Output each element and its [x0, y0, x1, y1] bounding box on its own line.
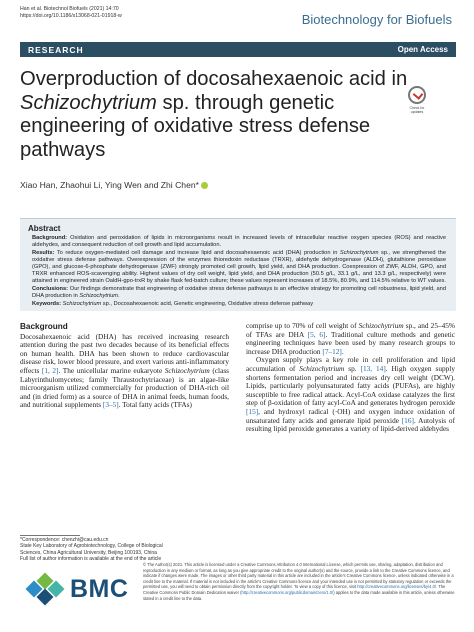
journal-title[interactable]: Biotechnology for Biofuels [301, 12, 452, 27]
authors-text: Xiao Han, Zhaohui Li, Ying Wen and Zhi Chen* [20, 180, 199, 190]
background-text: Oxidation and peroxidation of lipids in microorganisms result in increased levels of intracellular reactive oxygen species (ROS) and reactive aldehydes, and consequent reduction of cell growth and lipid accumulation. [32, 235, 446, 248]
check-for-updates-button[interactable] [405, 86, 429, 120]
body-text: . [341, 346, 344, 356]
keywords-text: sp., Docosahexaenoic acid, Genetic engineering, Oxidative stress defense pathway [101, 300, 314, 307]
background-heading: Background [20, 322, 68, 331]
license-body: © The Author(s) 2021. This article is licensed under a Creative Commons Attribution 4.0 International License, which permits use, sharing, adaptation, distribution and reproduction in any medium or format, as long as you give appropriate credit to the original author(s) and the source, provide a link to the Creative Commons licence, and indicate if changes were made. The images or other third party material in this article are included in the article's Creative Commons licence, unless indicated otherwise in a credit line to the material. If material is not included in the article's Creative Commons licence and your intended use is not permitted by statutory regulation or exceeds the permitted use, you will need to obtain permission directly from the copyright holder. To view a copy of this licence, visit [143, 562, 454, 590]
body-italic: Schizochytrium [164, 365, 210, 375]
article-title [20, 68, 415, 162]
bmc-logo[interactable] [26, 572, 136, 606]
citation-line: Han et al. Biotechnol Biofuels (2021) 14:70 [20, 6, 119, 12]
body-right-column [246, 322, 455, 434]
abstract-keywords [32, 301, 446, 308]
reference-link[interactable]: [5, 6] [307, 329, 326, 339]
conclusions-text-2: . [117, 292, 120, 299]
body-text: . Autolysis of resulting lipid peroxide generates a variety of lipid-derived aldehydes [246, 415, 455, 434]
body-paragraph [246, 322, 455, 356]
abstract-text [32, 235, 446, 309]
footnote-divider [20, 535, 80, 536]
body-text: . Traditional culture methods and genetic engineering techniques have been used by many research groups to increase DHA production [246, 329, 456, 356]
check-updates-line1: Check for [409, 106, 425, 110]
license-body: . The Creative Commons Public Domain Dedication waiver ( [143, 584, 446, 595]
correspondence-footnote [20, 537, 230, 562]
body-text: sp., and 25–45% of TFAs are DHA [246, 321, 455, 339]
conclusions-italic: Schizochytrium [79, 292, 118, 299]
license-link[interactable]: http://creativecommons.org/licenses/by/4.0/ [357, 584, 436, 590]
title-part-2: sp. through genetic engineering of oxidative stress defense pathways [20, 91, 371, 161]
body-text: . Total fatty acids (TFAs) [118, 400, 192, 410]
title-italic: Schizochytrium [20, 91, 157, 114]
affiliation-line: State Key Laboratory of Agrobiotechnology, College of Biological [20, 543, 163, 550]
correspondence-email[interactable]: *Correspondence: chenzhi@cau.edu.cn [20, 537, 109, 543]
results-label: Results: [32, 250, 55, 256]
keywords-label: Keywords: [32, 300, 62, 307]
abstract-conclusions [32, 286, 446, 300]
citation-header [20, 6, 122, 20]
reference-link[interactable]: [13, 14] [360, 363, 386, 373]
orcid-icon[interactable] [201, 182, 208, 189]
body-text: comprise up to 70% of cell weight of [246, 321, 359, 330]
reference-link[interactable]: [1, 2] [41, 365, 59, 375]
conclusions-text-1: Our findings demonstrate that engineering of oxidative stress defense pathways is an effective strategy for promoting cell robustness, lipid yield, and DHA production in [32, 285, 446, 299]
reference-link[interactable]: [16] [401, 415, 414, 425]
bmc-logo-mark-icon [26, 574, 66, 604]
check-updates-icon [408, 86, 426, 104]
keywords-italic: Schizochytrium [61, 300, 102, 307]
body-left-column [20, 323, 229, 410]
public-domain-link[interactable]: http://creativecommons.org/publicdomain/zero/1.0/ [241, 589, 334, 595]
author-list [20, 180, 208, 190]
results-text-2: sp., we strengthened the oxidative stress defense pathways. Overexpression of the enzymes thioredoxin reductase (TRXR), aldehyde dehydrogenase (ALDH), glutathione peroxidase (GPO), and glucose-6-phosphate dehydrogenase (ZWF) strongly promoted cell growth, lipid yield, and DHA production. Coexpression of ZWF, ALDH, GPO, and TRXR enhanced ROS-scavenging ability. Highest values of dry cell weight, lipid yield, and DHA production (50.5 g/L, 33.1 g/L, and 13.3 g/L, respectively) were attained in engineered strain OaldH-gpo-trxR by shake flask fed-batch culture; these values represent increases of 18.5%, 80.9%, and 114.5% relative to WT values. [32, 250, 446, 284]
reference-link[interactable]: [3–5] [102, 400, 119, 410]
bmc-logo-text: BMC [70, 574, 129, 603]
body-text: (class Labyrinthulomycetes; family Thraustochytriaceae) is an algae-like microorganism utilized commercially for production of DHA-rich oil and (in dried form) as a source of DHA in animal feeds, human foods, and nutritional supplements [20, 365, 229, 410]
article-type-banner [20, 42, 456, 57]
article-type-label: RESEARCH [28, 44, 84, 55]
body-text: Docosahexaenoic acid (DHA) has received increasing research attention during the past two decades because of its beneficial effects on human health. DHA has been shown to reduce cardiovascular disease risk, lower blood pressure, and exert various anti-inflammatory effects [20, 331, 229, 375]
body-italic: Schizochytrium [299, 363, 345, 373]
abstract-results [32, 250, 446, 285]
check-updates-line2: updates [410, 110, 424, 114]
body-paragraph [246, 356, 455, 433]
results-text-1: To reduce oxygen-mediated cell damage and increase lipid and docosahexaenoic acid (DHA) production in [54, 250, 340, 256]
body-paragraph [20, 333, 229, 410]
reference-link[interactable]: [7–12] [322, 346, 342, 356]
body-text: sp. [344, 363, 361, 373]
results-italic: Schizochytrium [339, 250, 379, 256]
reference-link[interactable]: [15] [246, 406, 259, 416]
body-text: . High oxygen supply shortens fermentation period and increases dry cell weight (DCW). Lipids, particularly polyunsaturated fatty acids (PUFAs), are highly susceptible to free radical attack. Acyl-CoA oxidase catalyzes the first step of β-oxidation of fatty acyl-CoA and generates hydrogen peroxide [246, 363, 455, 408]
title-part-1: Overproduction of docosahexaenoic acid in [20, 68, 408, 90]
affiliation-line: Sciences, China Agricultural University, Beijing 100193, China [20, 549, 157, 556]
abstract-background [32, 235, 446, 249]
body-text: . The unicellular marine eukaryote [58, 365, 165, 375]
open-access-label: Open Access [397, 45, 448, 54]
body-text: Oxygen supply plays a key role in cell proliferation and lipid accumulation of [246, 355, 455, 373]
abstract-box [20, 218, 456, 311]
body-text: , and hydroxyl radical (·OH) and oxygen induce oxidation of unsaturated fatty acids and generate lipid peroxide [246, 406, 455, 425]
conclusions-label: Conclusions: [32, 285, 69, 292]
background-label: Background: [32, 235, 68, 241]
abstract-heading: Abstract [28, 224, 61, 233]
author-info-note: Full list of author information is available at the end of the article [20, 555, 162, 562]
body-italic: Schizochytrium [358, 321, 404, 330]
doi-link[interactable]: https://doi.org/10.1186/s13068-021-01918-w [20, 13, 122, 19]
license-text [143, 562, 456, 601]
license-body: ) applies to the data made available in this article, unless otherwise stated in a credit line to the data. [143, 589, 455, 601]
